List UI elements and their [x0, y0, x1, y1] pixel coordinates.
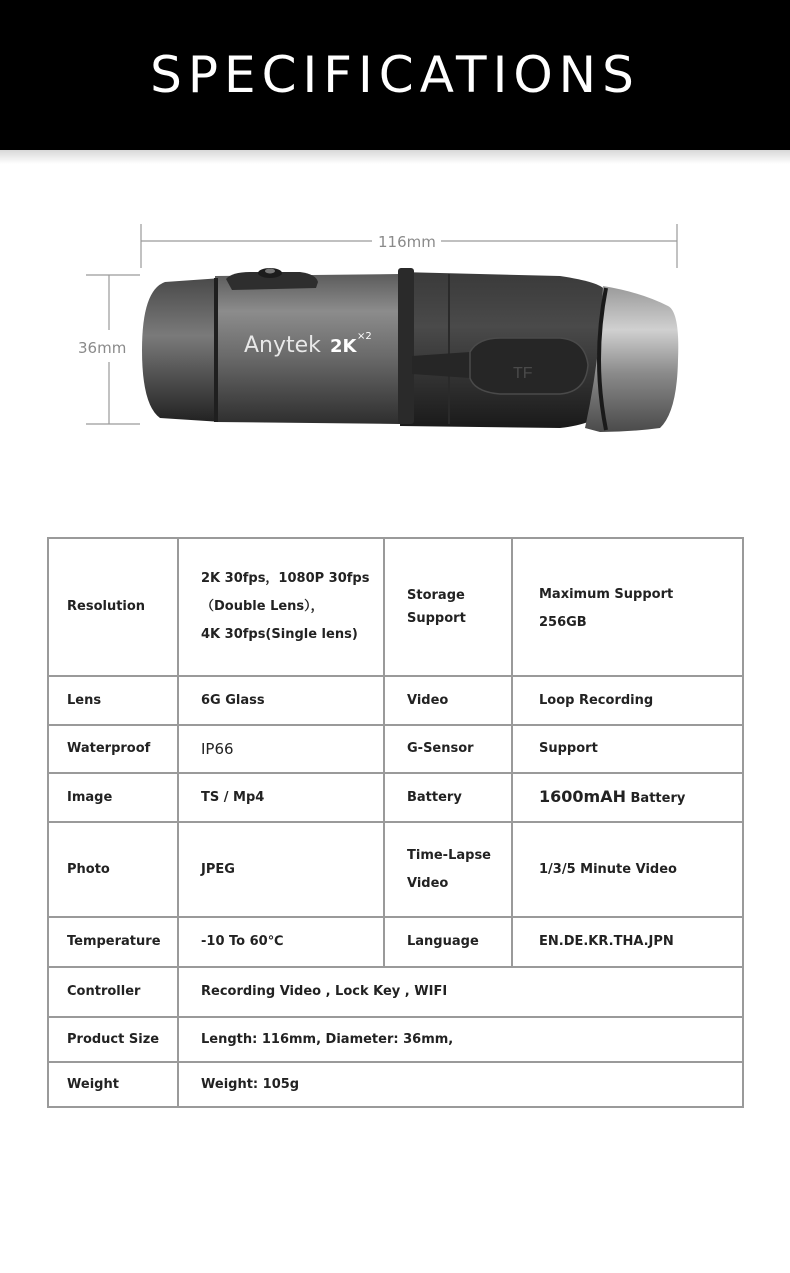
spec-label: Image: [48, 773, 178, 822]
spec-value: 6G Glass: [178, 676, 384, 725]
spec-label: Temperature: [48, 917, 178, 967]
table-row: [48, 822, 743, 917]
spec-value-line: 2K 30fps，1080P 30fps: [201, 571, 370, 586]
battery-unit: Battery: [630, 790, 686, 806]
spec-value: IP66: [178, 725, 384, 773]
camera-diagram: [0, 190, 790, 450]
table-row: [48, 1017, 743, 1062]
spec-label: Weight: [48, 1062, 178, 1107]
spec-label: G-Sensor: [384, 725, 512, 773]
page-title: SPECIFICATIONS: [150, 46, 640, 104]
spec-label: Waterproof: [48, 725, 178, 773]
table-row: [48, 676, 743, 725]
header-banner: [0, 0, 790, 150]
spec-value: -10 To 60℃: [178, 917, 384, 967]
battery-capacity: 1600mAH: [539, 786, 626, 806]
spec-value-line: 4K 30fps(Single lens): [201, 627, 358, 642]
spec-label: Language: [384, 917, 512, 967]
spec-value: Support: [512, 725, 743, 773]
tf-slot-label: TF: [513, 365, 533, 382]
spec-value: Length: 116mm, Diameter: 36mm,: [178, 1017, 743, 1062]
spec-value: [178, 538, 384, 676]
model-logo-text: 2K: [330, 336, 357, 357]
spec-label-line: Video: [407, 875, 449, 891]
spec-label-line: Storage: [407, 588, 465, 603]
table-row: [48, 967, 743, 1017]
table-row: [48, 773, 743, 822]
spec-value-line: Maximum Support: [539, 587, 674, 602]
spec-label: Battery: [384, 773, 512, 822]
brand-logo-text: Anytek: [244, 333, 321, 358]
length-label: 116mm: [378, 233, 436, 251]
spec-value: [512, 773, 743, 822]
spec-table: [47, 537, 744, 1108]
model-logo-superscript: ×2: [357, 331, 372, 342]
spec-label-line: Time-Lapse: [407, 847, 491, 863]
spec-label: Product Size: [48, 1017, 178, 1062]
spec-value-line: （Double Lens），: [201, 599, 324, 614]
diameter-label: 36mm: [78, 339, 127, 357]
spec-label-line: Support: [407, 611, 466, 626]
table-row: [48, 538, 743, 676]
spec-value: Weight: 105g: [178, 1062, 743, 1107]
table-row: [48, 917, 743, 967]
spec-label: Resolution: [48, 538, 178, 676]
spec-value: 1/3/5 Minute Video: [512, 822, 743, 917]
spec-value-line: 256GB: [539, 615, 587, 630]
spec-value: JPEG: [178, 822, 384, 917]
table-row: [48, 725, 743, 773]
banner-shadow: [0, 150, 790, 164]
spec-value: Recording Video , Lock Key , WIFI: [178, 967, 743, 1017]
spec-value: Loop Recording: [512, 676, 743, 725]
spec-value: EN.DE.KR.THA.JPN: [512, 917, 743, 967]
spec-label: Controller: [48, 967, 178, 1017]
spec-label: [384, 822, 512, 917]
spec-value: TS / Mp4: [178, 773, 384, 822]
spec-label: Photo: [48, 822, 178, 917]
table-row: [48, 1062, 743, 1107]
spec-value: [512, 538, 743, 676]
spec-label: [384, 538, 512, 676]
spec-label: Video: [384, 676, 512, 725]
spec-label: Lens: [48, 676, 178, 725]
